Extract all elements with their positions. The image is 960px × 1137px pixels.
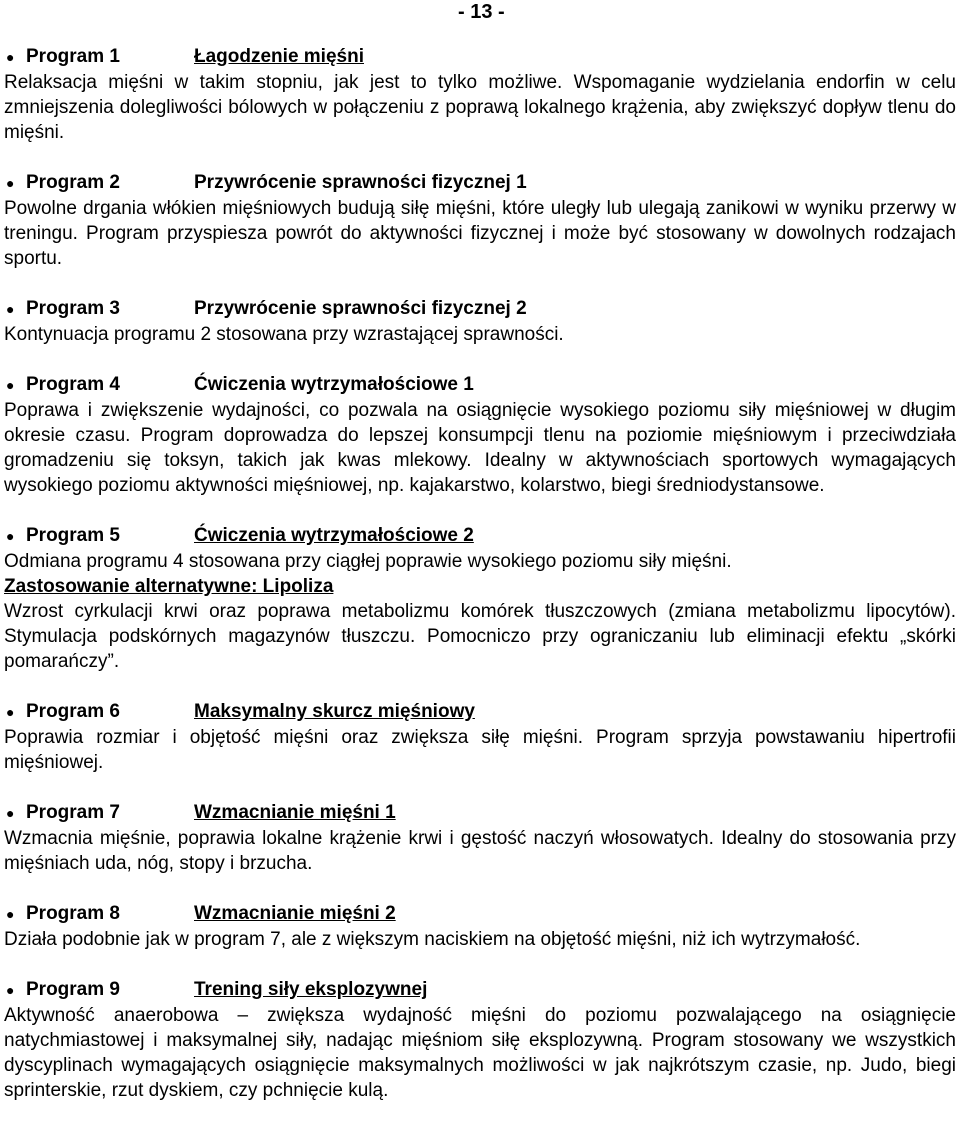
program-heading	[4, 44, 956, 70]
program-section-9	[4, 977, 956, 1103]
alternative-use-description: Wzrost cyrkulacji krwi oraz poprawa metabolizmu komórek tłuszczowych (zmiana metabolizmu lipocytów). Stymulacja podskórnych magazynów tłuszczu. Pomocniczo przy ograniczaniu lub eliminacji efektu „skórki pomarańczy”.	[4, 601, 956, 672]
program-heading	[4, 699, 956, 725]
program-heading	[4, 170, 956, 196]
program-title: Trening siły eksplozywnej	[194, 979, 428, 1000]
program-section-3	[4, 296, 956, 347]
program-section-8	[4, 901, 956, 952]
program-title: Wzmacnianie mięśni 1	[194, 802, 396, 823]
program-description: Działa podobnie jak w program 7, ale z większym naciskiem na objętość mięśni, niż ich wytrzymałość.	[4, 929, 861, 950]
program-number: Program 9	[26, 979, 120, 1000]
program-description: Poprawa i zwiększenie wydajności, co pozwala na osiągnięcie wysokiego poziomu siły mięśniowej w długim okresie czasu. Program doprowadza do lepszej konsumpcji tlenu na poziomie mięśniowym i przeciwdziała gromadzeniu się toksyn, takich jak kwas mlekowy. Idealny w aktywnościach sportowych wymagających wysokiego poziomu aktywności mięśniowej, np. kajakarstwo, kolarstwo, biegi średniodystansowe.	[4, 400, 956, 496]
program-number: Program 6	[26, 701, 120, 722]
program-section-7	[4, 800, 956, 876]
program-description: Aktywność anaerobowa – zwiększa wydajność mięśni do poziomu pozwalającego na osiągnięcie natychmiastowej i maksymalnej siły, nadając mięśniom siłę eksplozywną. Program stosowany we wszystkich dyscyplinach wymagających osiągnięcie maksymalnych możliwości w jak najkrótszym czasie, np. Judo, biegi sprinterskie, rzut dyskiem, czy pchnięcie kulą.	[4, 1005, 956, 1101]
program-section-2	[4, 170, 956, 271]
program-heading	[4, 296, 956, 322]
program-section-4	[4, 372, 956, 498]
program-number: Program 3	[26, 298, 120, 319]
program-number: Program 8	[26, 903, 120, 924]
program-title: Przywrócenie sprawności fizycznej 1	[194, 172, 527, 193]
program-section-5	[4, 523, 956, 674]
program-description: Poprawia rozmiar i objętość mięśni oraz zwiększa siłę mięśni. Program sprzyja powstawaniu hipertrofii mięśniowej.	[4, 727, 956, 773]
program-number: Program 7	[26, 802, 120, 823]
program-section-6	[4, 699, 956, 775]
bullet-icon: ●	[6, 982, 15, 998]
alternative-use-heading: Zastosowanie alternatywne: Lipoliza	[4, 576, 334, 597]
program-number: Program 2	[26, 172, 120, 193]
program-description: Kontynuacja programu 2 stosowana przy wzrastającej sprawności.	[4, 324, 564, 345]
program-description: Odmiana programu 4 stosowana przy ciągłej poprawie wysokiego poziomu siły mięśni.	[4, 551, 732, 572]
page-number: - 13 -	[458, 1, 505, 23]
bullet-icon: ●	[6, 906, 15, 922]
bullet-icon: ●	[6, 175, 15, 191]
bullet-icon: ●	[6, 301, 15, 317]
program-heading	[4, 372, 956, 398]
program-heading	[4, 523, 956, 549]
program-number: Program 5	[26, 525, 120, 546]
program-description: Powolne drgania włókien mięśniowych budują siłę mięśni, które uległy lub ulegają zanikowi w wyniku przerwy w treningu. Program przyspiesza powrót do aktywności fizycznej i może być stosowany w dowolnych rodzajach sportu.	[4, 198, 956, 269]
bullet-icon: ●	[6, 377, 15, 393]
program-title: Wzmacnianie mięśni 2	[194, 903, 396, 924]
program-title: Ćwiczenia wytrzymałościowe 2	[194, 525, 474, 546]
program-title: Maksymalny skurcz mięśniowy	[194, 701, 475, 722]
program-number: Program 4	[26, 374, 120, 395]
program-title: Ćwiczenia wytrzymałościowe 1	[194, 374, 474, 395]
bullet-icon: ●	[6, 528, 15, 544]
program-description: Wzmacnia mięśnie, poprawia lokalne krążenie krwi i gęstość naczyń włosowatych. Idealny do stosowania przy mięśniach uda, nóg, stopy i brzucha.	[4, 828, 956, 874]
program-heading	[4, 977, 956, 1003]
program-heading	[4, 800, 956, 826]
program-title: Łagodzenie mięśni	[194, 46, 364, 67]
program-heading	[4, 901, 956, 927]
document-body	[4, 44, 956, 1103]
bullet-icon: ●	[6, 805, 15, 821]
bullet-icon: ●	[6, 49, 15, 65]
program-number: Program 1	[26, 46, 120, 67]
program-section-1	[4, 44, 956, 145]
program-description: Relaksacja mięśni w takim stopniu, jak jest to tylko możliwe. Wspomaganie wydzielania endorfin w celu zmniejszenia dolegliwości bólowych w połączeniu z poprawą lokalnego krążenia, aby zwiększyć dopływ tlenu do mięśni.	[4, 72, 956, 143]
bullet-icon: ●	[6, 704, 15, 720]
program-title: Przywrócenie sprawności fizycznej 2	[194, 298, 527, 319]
